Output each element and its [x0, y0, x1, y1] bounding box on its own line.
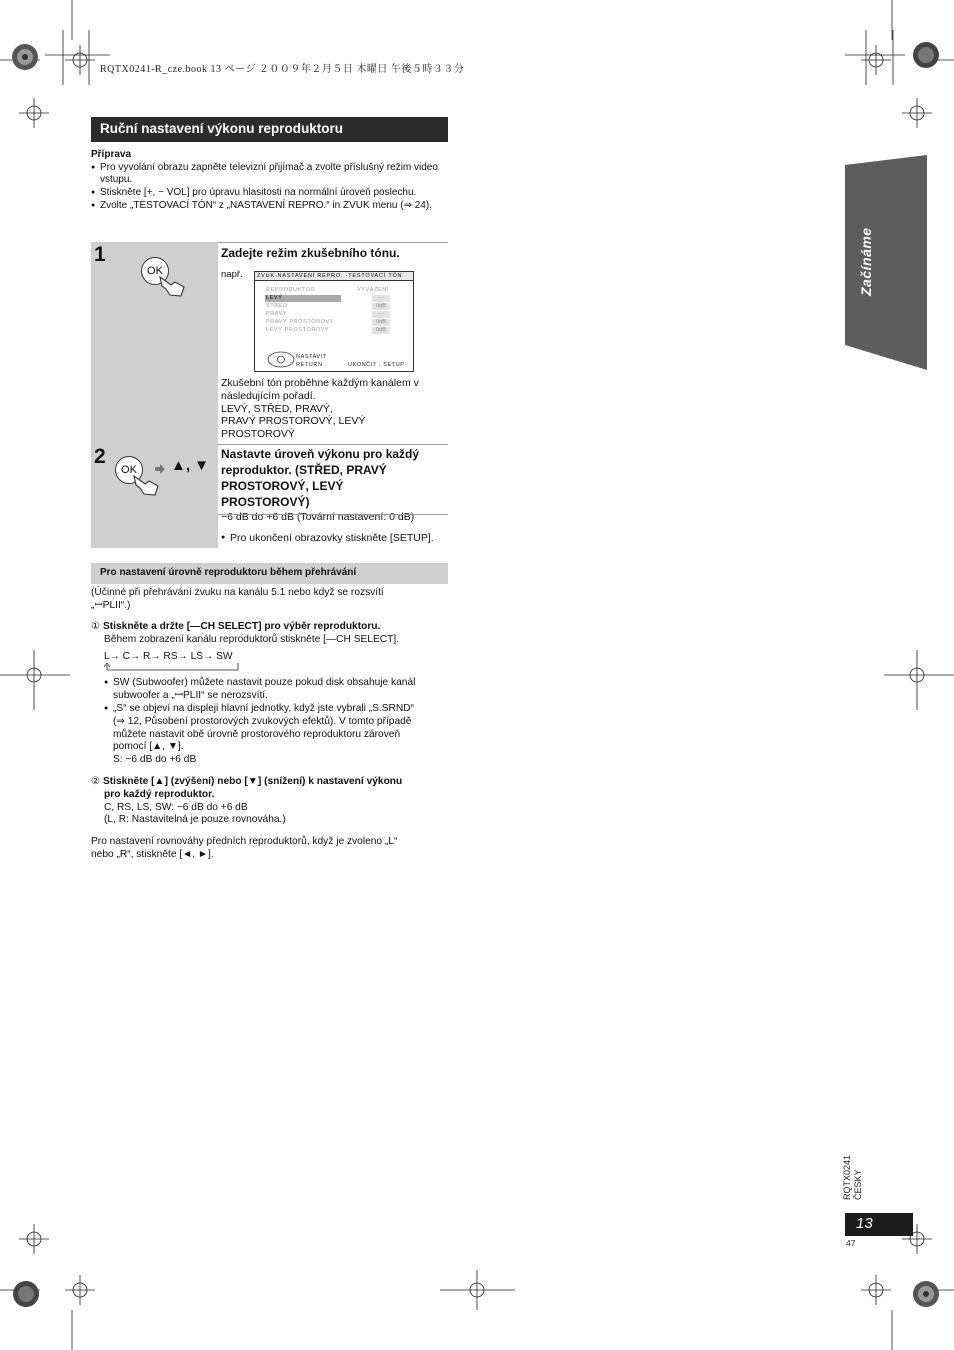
ok-button-icon: OK — [141, 257, 169, 285]
bullet-line: (⇒ 12, Působení prostorových zvukových efektů). V tomto případě — [113, 715, 412, 727]
doc-code-language — [842, 1155, 864, 1200]
divider — [218, 514, 448, 515]
screen-footer-exit: UKONČIT : SETUP — [348, 362, 405, 368]
pressing-hand-icon — [157, 272, 187, 298]
screen-footer-set: NASTAVIT — [296, 354, 327, 360]
ok-button-icon: OK — [115, 456, 143, 484]
tv-screen-example — [254, 271, 414, 372]
doc-code: RQTX0241 — [842, 1155, 852, 1201]
page-number: 13 — [845, 1213, 913, 1236]
preparation-item: ● Stiskněte [+, − VOL] pro úpravu hlasitosti na normální úroveň poslechu. — [91, 187, 453, 200]
playback-step1-text: Během zobrazení kanálu reproduktorů stiskněte [—CH SELECT]. — [104, 633, 400, 645]
footer-line: Pro nastavení rovnováhy předních reproduktorů, když je zvoleno „L“ — [91, 836, 398, 847]
screen-row-name: LEVÝ — [266, 295, 283, 301]
step2-panel — [91, 444, 218, 548]
preparation-block — [91, 149, 453, 213]
step1-order-line: PROSTOROVÝ — [221, 428, 295, 441]
up-down-arrows-icon: ▲, ▼ — [171, 457, 210, 474]
print-info-header: RQTX0241-R_cze.book 13 ページ ２００９年２月５日 木曜日 午後５時３３分 — [100, 64, 465, 75]
step2-heading-line: PROSTOROVÝ, LEVÝ — [221, 479, 344, 493]
bullet-line: pomocí [▲, ▼]. — [113, 741, 184, 753]
playback-bullet-2 — [104, 703, 449, 767]
screen-row-value: - - — [372, 295, 390, 302]
playback-step1 — [91, 621, 451, 647]
step1-heading: Zadejte režim zkušebního tónu. — [221, 246, 400, 260]
screen-col-balance: VYVÁŽENÍ — [357, 287, 390, 293]
screen-footer-return: RETURN — [296, 362, 323, 368]
step1-panel — [91, 242, 218, 444]
screen-row-value: - - — [372, 311, 390, 318]
arrow-right-icon — [154, 463, 166, 475]
bullet-line: můžete nastavit obě úrovně prostorového reproduktoru zároveň — [113, 728, 401, 740]
playback-intro-line: „ꟷPLII“.) — [91, 599, 131, 611]
playback-step1-bold: Stiskněte a držte [—CH SELECT] pro výběr reproduktoru. — [102, 621, 381, 632]
step2-range: −6 dB do +6 dB (Tovární nastavení: 0 dB) — [221, 511, 415, 523]
playback-step2 — [91, 776, 451, 827]
step-marker: ① — [91, 621, 101, 632]
sequence-loop-arrow — [104, 663, 244, 673]
bullet-line: subwoofer a „ꟷPLII“ se nerozsvítí. — [113, 689, 268, 701]
section-title: Ruční nastavení výkonu reproduktoru — [91, 117, 448, 142]
playback-footer — [91, 836, 451, 862]
screen-title: ZVUK-NASTAVENÍ REPRO. -TESTOVACÍ TÓN — [255, 272, 413, 281]
small-page-number: 47 — [846, 1238, 856, 1248]
playback-intro-line: (Účinné při přehrávání zvuku na kanálu 5.1 nebo když se rozsvítí — [91, 587, 384, 598]
playback-step2-bold: Stiskněte [▲] (zvýšení) nebo [▼] (snížení) k nastavení výkonu — [102, 776, 403, 787]
side-tab-label: Začínáme — [858, 227, 874, 296]
footer-line: nebo „R“, stiskněte [◄, ►]. — [91, 848, 214, 860]
preparation-title: Příprava — [91, 149, 132, 160]
screen-row-name: LEVÝ PROSTOROVÝ — [266, 327, 330, 333]
playback-intro — [91, 587, 451, 613]
screen-row-value: 0dB — [372, 327, 390, 334]
screen-row-name: STŘED — [266, 303, 288, 309]
step2-heading-line: PROSTOROVÝ) — [221, 495, 310, 509]
step-marker: ② — [91, 776, 101, 787]
step1-description: Zkušební tón proběhne každým kanálem v následujícím pořadí. — [221, 377, 419, 402]
example-label: např. — [221, 269, 243, 280]
screen-row-value: 0dB — [372, 319, 390, 326]
screen-row-name: PRAVÝ — [266, 311, 288, 317]
step2-content — [218, 444, 448, 548]
remote-dpad-icon — [267, 351, 295, 368]
preparation-item: ● Zvolte „TESTOVACÍ TÓN“ z „NASTAVENÍ REPRO.“ in ZVUK menu (⇒ 24). — [91, 200, 453, 213]
step1-order-line: LEVÝ, STŘED, PRAVÝ, — [221, 402, 333, 415]
screen-row-value: 0dB — [372, 303, 390, 310]
bullet-line: S: −6 dB do +6 dB — [113, 754, 197, 766]
playback-bullet-1 — [104, 677, 449, 703]
playback-step2-line: C, RS, LS, SW: −6 dB do +6 dB — [104, 801, 248, 813]
step1-number: 1 — [94, 243, 106, 266]
screen-row-name: PRAVÝ PROSTOROVÝ — [266, 319, 335, 325]
bullet-line: ● „S“ se objeví na displeji hlavní jednotky, když jste vybrali „S.SRND“ — [104, 703, 449, 716]
playback-step2-line: (L, R: Nastavitelná je pouze rovnováha.) — [104, 814, 286, 826]
screen-col-speaker: REPRODUKTOR — [266, 287, 316, 293]
step2-heading-line: Nastavte úroveň výkonu pro každý — [221, 447, 420, 461]
step2-number: 2 — [94, 445, 106, 468]
step1-order-line: PRAVÝ PROSTOROVÝ, LEVÝ — [221, 415, 366, 428]
playback-step2-bold: pro každý reproduktor. — [104, 788, 215, 800]
playback-section-title: Pro nastavení úrovně reproduktoru během přehrávání — [91, 563, 448, 584]
channel-sequence: L→ C→ R→ RS→ LS→ SW — [104, 651, 233, 662]
bullet-line: ● SW (Subwoofer) můžete nastavit pouze pokud disk obsahuje kanál — [104, 677, 449, 690]
step1-description-block — [221, 377, 447, 441]
language-label: ČESKY — [853, 1169, 863, 1201]
step2-note: ● Pro ukončení obrazovky stiskněte [SETUP]. — [221, 532, 448, 545]
preparation-item: ● Pro vyvolání obrazu zapněte televizní přijímač a zvolte příslušný režim video vstupu. — [91, 162, 453, 187]
step2-heading-line: reproduktor. (STŘED, PRAVÝ — [221, 463, 387, 477]
